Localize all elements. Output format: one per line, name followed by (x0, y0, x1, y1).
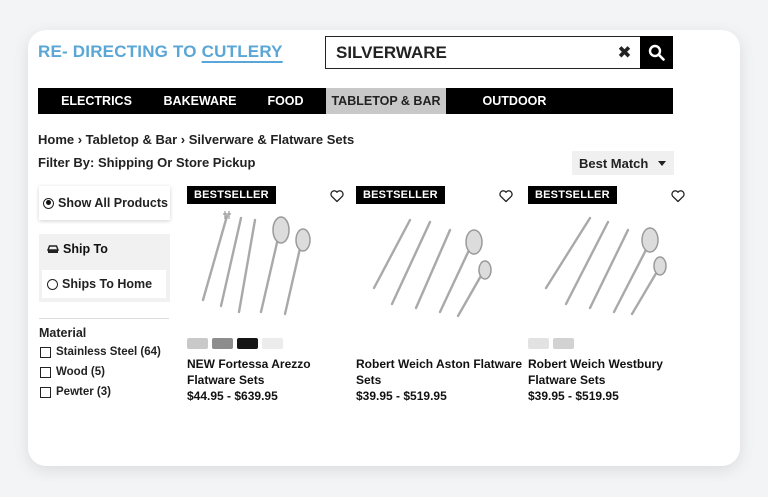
ships-home-label: Ships To Home (62, 277, 153, 291)
product-name[interactable]: Robert Weich Aston Flatware Sets (356, 357, 523, 387)
show-all-row (43, 196, 168, 210)
nav-item-tabletop-bar[interactable]: TABLETOP & BAR (326, 88, 446, 114)
nav-item-electrics[interactable]: ELECTRICS (61, 94, 132, 108)
material-option-wood[interactable] (40, 366, 105, 378)
flatware-image[interactable] (538, 208, 668, 318)
page-headline (38, 42, 283, 62)
checkbox[interactable] (40, 367, 51, 378)
product-price: $44.95 - $639.95 (187, 389, 278, 403)
show-all-label: Show All Products (58, 196, 168, 210)
material-label: Pewter (3) (56, 386, 111, 398)
truck-icon (47, 244, 59, 254)
chevron-down-icon (658, 161, 666, 166)
headline-link[interactable]: CUTLERY (201, 42, 283, 61)
checkbox[interactable] (40, 387, 51, 398)
search-button[interactable] (640, 36, 673, 69)
nav-item-bakeware[interactable]: BAKEWARE (163, 94, 237, 108)
swatch[interactable] (237, 338, 258, 349)
material-option-pewter[interactable] (40, 386, 111, 398)
flatware-image[interactable] (197, 208, 327, 318)
swatch[interactable] (528, 338, 549, 349)
search-bar (325, 36, 672, 69)
radio-checked-icon (43, 198, 54, 209)
color-swatches (528, 338, 574, 349)
clear-search-button[interactable] (610, 37, 640, 68)
sort-value: Best Match (579, 155, 649, 171)
bestseller-badge: BESTSELLER (528, 186, 617, 204)
swatch[interactable] (187, 338, 208, 349)
material-label: Stainless Steel (64) (56, 346, 161, 358)
search-icon (648, 44, 665, 61)
material-option-stainless[interactable] (40, 346, 161, 358)
bestseller-badge: BESTSELLER (356, 186, 445, 204)
product-price: $39.95 - $519.95 (528, 389, 619, 403)
product-card[interactable] (187, 186, 345, 416)
material-label: Wood (5) (56, 366, 105, 378)
material-filter-title: Material (39, 326, 87, 340)
swatch[interactable] (553, 338, 574, 349)
ships-to-home-option[interactable] (42, 270, 166, 298)
product-price: $39.95 - $519.95 (356, 389, 447, 403)
sort-dropdown[interactable] (572, 151, 674, 175)
filter-by-label: Filter By: Shipping Or Store Pickup (38, 155, 256, 170)
swatch[interactable] (262, 338, 283, 349)
category-nav (38, 88, 673, 114)
radio-unchecked-icon (47, 279, 58, 290)
ship-to-option[interactable] (47, 242, 108, 256)
breadcrumb[interactable]: Home › Tabletop & Bar › Silverware & Flatware Sets (38, 132, 355, 147)
ship-to-label: Ship To (63, 242, 108, 256)
close-icon: ✖ (617, 42, 632, 63)
heart-icon[interactable] (329, 188, 345, 204)
swatch[interactable] (212, 338, 233, 349)
product-card[interactable] (528, 186, 686, 416)
nav-item-outdoor[interactable]: OUTDOOR (482, 94, 547, 108)
search-input[interactable] (326, 37, 610, 68)
heart-icon[interactable] (670, 188, 686, 204)
product-name[interactable]: Robert Weich Westbury Flatware Sets (528, 357, 663, 387)
product-name[interactable]: NEW Fortessa Arezzo Flatware Sets (187, 357, 311, 387)
nav-item-food[interactable]: FOOD (267, 94, 304, 108)
checkbox[interactable] (40, 347, 51, 358)
flatware-image[interactable] (366, 208, 496, 318)
divider (39, 318, 169, 319)
heart-icon[interactable] (498, 188, 514, 204)
shipping-filter-panel (39, 234, 170, 302)
bestseller-badge: BESTSELLER (187, 186, 276, 204)
headline-prefix: RE- DIRECTING TO (38, 42, 202, 61)
product-card[interactable] (356, 186, 523, 416)
show-all-products-option[interactable] (39, 186, 170, 220)
color-swatches (187, 338, 283, 349)
